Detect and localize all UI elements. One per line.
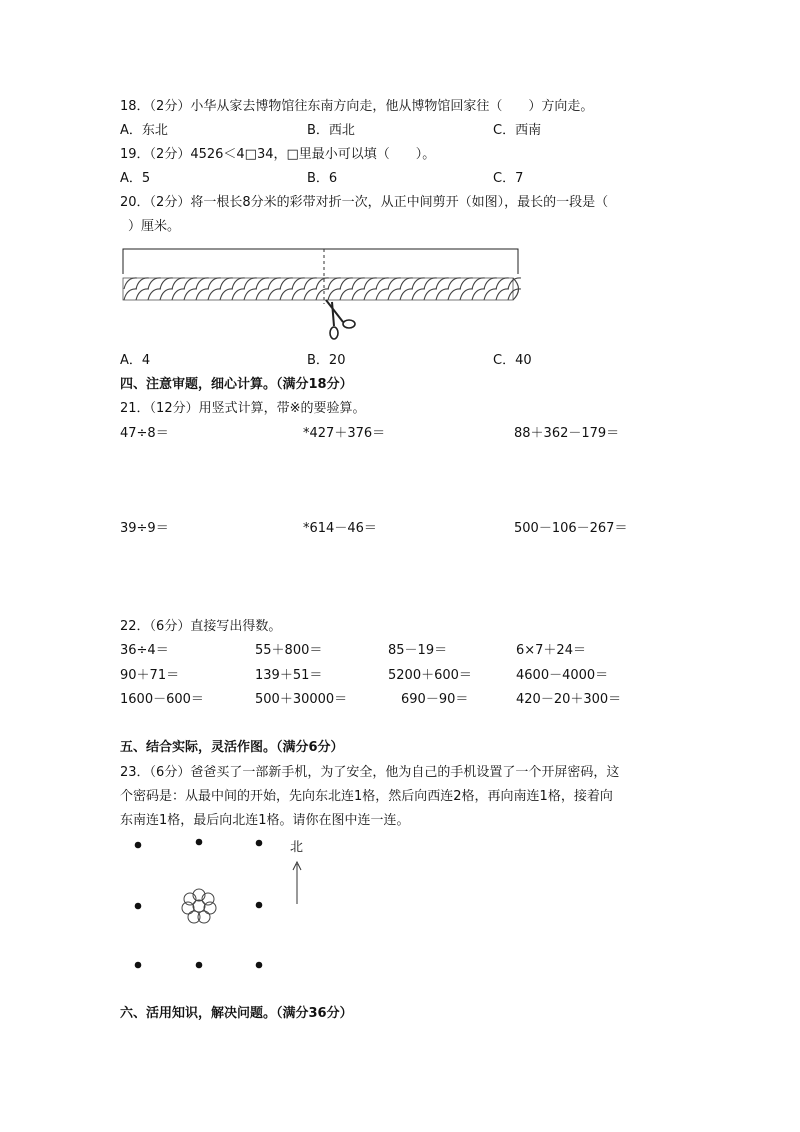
grid-dot <box>196 962 203 969</box>
dot-grid-figure <box>120 836 320 976</box>
q22-item: 139＋51＝ <box>255 668 323 683</box>
q22-item: 1600－600＝ <box>120 692 204 707</box>
north-arrow-icon <box>293 862 301 904</box>
q22-item: 690－90＝ <box>401 692 469 707</box>
q18-stem: 18．（2分）小华从家去博物馆往东南方向走，他从博物馆回家往（ ）方向走。 <box>120 99 594 114</box>
section4-title: 四、注意审题，细心计算。（满分18分） <box>120 377 353 392</box>
q23-line3: 东南连1格，最后向北连1格。请你在图中连一连。 <box>120 813 410 828</box>
q19-option-b: B．6 <box>307 171 338 186</box>
q19-option-a: A．5 <box>120 171 151 186</box>
q19-stem: 19．（2分）4526＜4□34，□里最小可以填（ ）。 <box>120 147 436 162</box>
q21-item: 39÷9＝ <box>120 521 169 536</box>
q21-item: *427＋376＝ <box>303 426 386 441</box>
q20-stem-line1: 20．（2分）将一根长8分米的彩带对折一次，从正中间剪开（如图），最长的一段是（ <box>120 195 609 210</box>
grid-dot <box>256 962 263 969</box>
q21-item: *614－46＝ <box>303 521 377 536</box>
ribbon-figure <box>118 244 528 344</box>
q20-option-b: B．20 <box>307 353 346 368</box>
grid-dot <box>256 902 263 909</box>
section6-title: 六、活用知识，解决问题。（满分36分） <box>120 1006 353 1021</box>
q19-option-c: C．7 <box>493 171 524 186</box>
q22-stem: 22．（6分）直接写出得数。 <box>120 619 282 634</box>
q18-option-c: C．西南 <box>493 123 542 138</box>
q22-item: 4600－4000＝ <box>516 668 609 683</box>
q22-item: 36÷4＝ <box>120 643 169 658</box>
q22-item: 90＋71＝ <box>120 668 180 683</box>
q20-option-a: A．4 <box>120 353 151 368</box>
q23-line2: 个密码是：从最中间的开始，先向东北连1格，然后向西连2格，再向南连1格，接着向 <box>120 789 613 804</box>
q22-item: 6×7＋24＝ <box>516 643 586 658</box>
grid-dot <box>135 903 142 910</box>
q20-option-c: C．40 <box>493 353 532 368</box>
section5-title: 五、结合实际，灵活作图。（满分6分） <box>120 740 344 755</box>
scissors-icon <box>326 300 355 339</box>
q22-item: 500＋30000＝ <box>255 692 348 707</box>
grid-dot <box>135 842 142 849</box>
q20-stem-line2: ）厘米。 <box>128 219 181 234</box>
q22-item: 5200＋600＝ <box>388 668 472 683</box>
q21-item: 88＋362－179＝ <box>514 426 620 441</box>
q21-stem: 21．（12分）用竖式计算，带※的要验算。 <box>120 401 366 416</box>
q22-item: 85－19＝ <box>388 643 448 658</box>
grid-dot <box>256 840 263 847</box>
q21-item: 47÷8＝ <box>120 426 169 441</box>
north-label: 北 <box>290 840 304 855</box>
q23-line1: 23．（6分）爸爸买了一部新手机，为了安全，他为自己的手机设置了一个开屏密码，这 <box>120 765 620 780</box>
grid-dot <box>135 962 142 969</box>
q22-item: 55＋800＝ <box>255 643 323 658</box>
q18-option-b: B．西北 <box>307 123 355 138</box>
grid-dot <box>196 839 203 846</box>
q18-option-a: A．东北 <box>120 123 168 138</box>
q21-item: 500－106－267＝ <box>514 521 628 536</box>
flower-icon <box>182 889 216 923</box>
q22-item: 420－20＋300＝ <box>516 692 622 707</box>
